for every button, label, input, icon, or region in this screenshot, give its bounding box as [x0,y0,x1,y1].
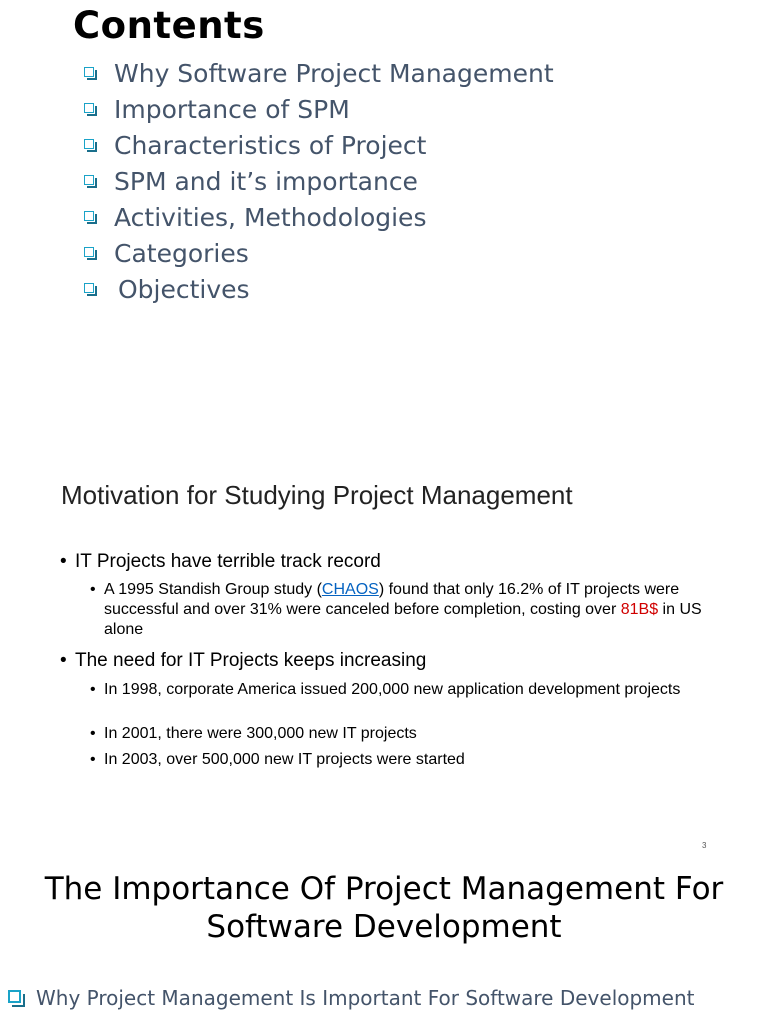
chaos-text-after: in US alone [104,601,702,638]
square-bullet-icon [84,283,96,295]
bullet-dot-icon: • [60,650,67,671]
chaos-text-middle: ) found that only 16.2% of IT projects were successful and over 31% were canceled before completion, costing over [104,581,680,618]
money-value: 81B$ [620,601,659,618]
sub-bullet-dot-icon: • [90,725,96,742]
sub-bullet-text: In 1998, corporate America issued 200,000 new application development projects [104,681,681,698]
sub-bullet-chaos [90,580,720,640]
contents-item [84,272,554,308]
contents-item-label: Characteristics of Project [114,131,427,160]
contents-item-label: Why Software Project Management [114,59,554,88]
sub-bullet-dot-icon: • [90,581,96,598]
importance-title-line2: Software Development [206,909,562,945]
square-bullet-icon [84,103,96,115]
bullet-need-increasing [60,650,426,672]
square-bullet-icon [84,211,96,223]
contents-item [84,164,554,200]
contents-item [84,128,554,164]
square-bullet-icon [8,990,24,1006]
chaos-link[interactable]: CHAOS [321,581,379,598]
square-bullet-icon [84,67,96,79]
square-bullet-icon [84,175,96,187]
contents-item-label: Objectives [118,275,250,304]
contents-list [84,56,554,308]
bullet-track-record [60,551,381,573]
contents-item-label: Importance of SPM [114,95,350,124]
square-bullet-icon [84,247,96,259]
bullet-text: The need for IT Projects keeps increasing [75,650,427,671]
sub-bullet-dot-icon: • [90,751,96,768]
importance-title [0,870,768,946]
sub-bullet-text [104,580,720,640]
contents-item [84,236,554,272]
importance-item [8,986,695,1010]
slide-number: 3 [702,841,707,850]
bullet-dot-icon: • [60,551,67,572]
sub-bullet-dot-icon: • [90,681,96,698]
contents-item-label: Activities, Methodologies [114,203,427,232]
sub-bullet-2001 [90,724,720,744]
contents-item [84,56,554,92]
contents-item [84,200,554,236]
sub-bullet-text: In 2001, there were 300,000 new IT projects [104,725,417,742]
sub-bullet-1998 [90,680,720,700]
importance-item-label: Why Project Management Is Important For Software Development [36,986,695,1010]
bullet-text: IT Projects have terrible track record [75,551,381,572]
contents-item-label: Categories [114,239,249,268]
contents-title: Contents [73,4,265,47]
sub-bullet-2003 [90,750,720,770]
importance-title-line1: The Importance Of Project Management For [44,871,724,907]
contents-item [84,92,554,128]
motivation-title: Motivation for Studying Project Management [61,480,573,510]
square-bullet-icon [84,139,96,151]
chaos-text-before: A 1995 Standish Group study ( [104,581,322,598]
sub-bullet-text: In 2003, over 500,000 new IT projects were started [104,751,465,768]
contents-item-label: SPM and it’s importance [114,167,418,196]
